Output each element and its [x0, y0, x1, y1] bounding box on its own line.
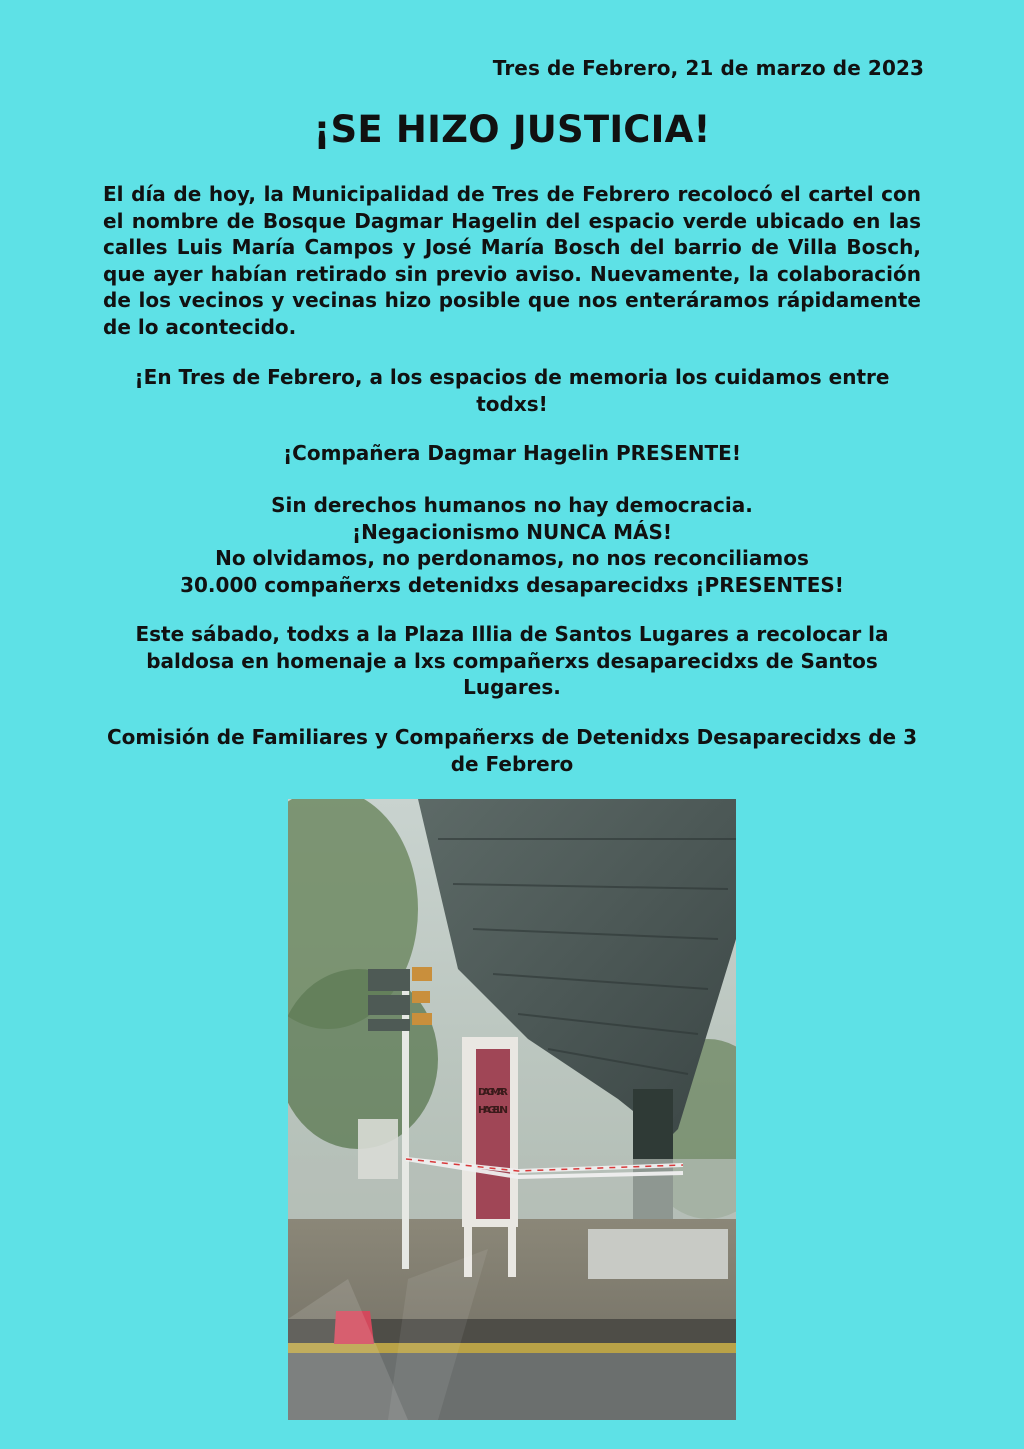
- sign-line-2: HAGELIN: [478, 1105, 508, 1116]
- background-structure: [358, 1119, 398, 1179]
- slogan-line: 30.000 compañerxs detenidxs desaparecidxs ¡PRESENTES!: [180, 572, 844, 597]
- orange-sign: [412, 991, 430, 1003]
- slogan-line: No olvidamos, no perdonamos, no nos reconciliamos: [215, 546, 809, 570]
- slogan-line: ¡Negacionismo NUNCA MÁS!: [352, 519, 672, 544]
- date-line: Tres de Febrero, 21 de marzo de 2023: [492, 56, 924, 80]
- slogan-line: Sin derechos humanos no hay democracia.: [271, 493, 753, 517]
- name-sign-panel: [476, 1049, 510, 1219]
- intro-paragraph: El día de hoy, la Municipalidad de Tres de Febrero recolocó el cartel con el nombre de Bosque Dagmar Hagelin del espacio verde ubicado en las calles Luis María Campos y José María Bosch del barrio de Villa Bosch, que ayer habían retirado sin previo aviso. Nuevamente, la colaboración de los vecinos y vecinas hizo posible que nos enteráramos rápidamente de lo acontecido.: [103, 182, 921, 339]
- memory-statement: [100, 364, 924, 417]
- sign-leg: [508, 1227, 516, 1277]
- signature-text: Comisión de Familiares y Compañerxs de Detenidxs Desaparecidxs de 3 de Febrero: [106, 725, 918, 776]
- saturday-text: Este sábado, todxs a la Plaza Illia de Santos Lugares a recolocar la baldosa en homenaje a lxs compañerxs desaparecidxs de Santos Lugares.: [135, 622, 889, 699]
- street-sign: [368, 1019, 410, 1031]
- slogans-block: [100, 492, 924, 598]
- signature-block: [100, 724, 924, 777]
- sign-line-1: DAGMAR: [478, 1087, 508, 1098]
- memory-text: ¡En Tres de Febrero, a los espacios de memoria los cuidamos entre todxs!: [134, 365, 890, 416]
- orange-sign: [412, 967, 432, 981]
- saturday-announcement: [118, 621, 906, 701]
- street-sign: [368, 969, 410, 991]
- presente-statement: [100, 440, 924, 467]
- sign-photo-illustration: [288, 799, 736, 1420]
- page-title: ¡SE HIZO JUSTICIA!: [313, 108, 711, 151]
- orange-sign: [412, 1013, 432, 1025]
- presente-text: ¡Compañera Dagmar Hagelin PRESENTE!: [283, 441, 741, 465]
- street-sign: [368, 995, 410, 1015]
- sign-photo: [288, 799, 736, 1420]
- planter: [588, 1229, 728, 1279]
